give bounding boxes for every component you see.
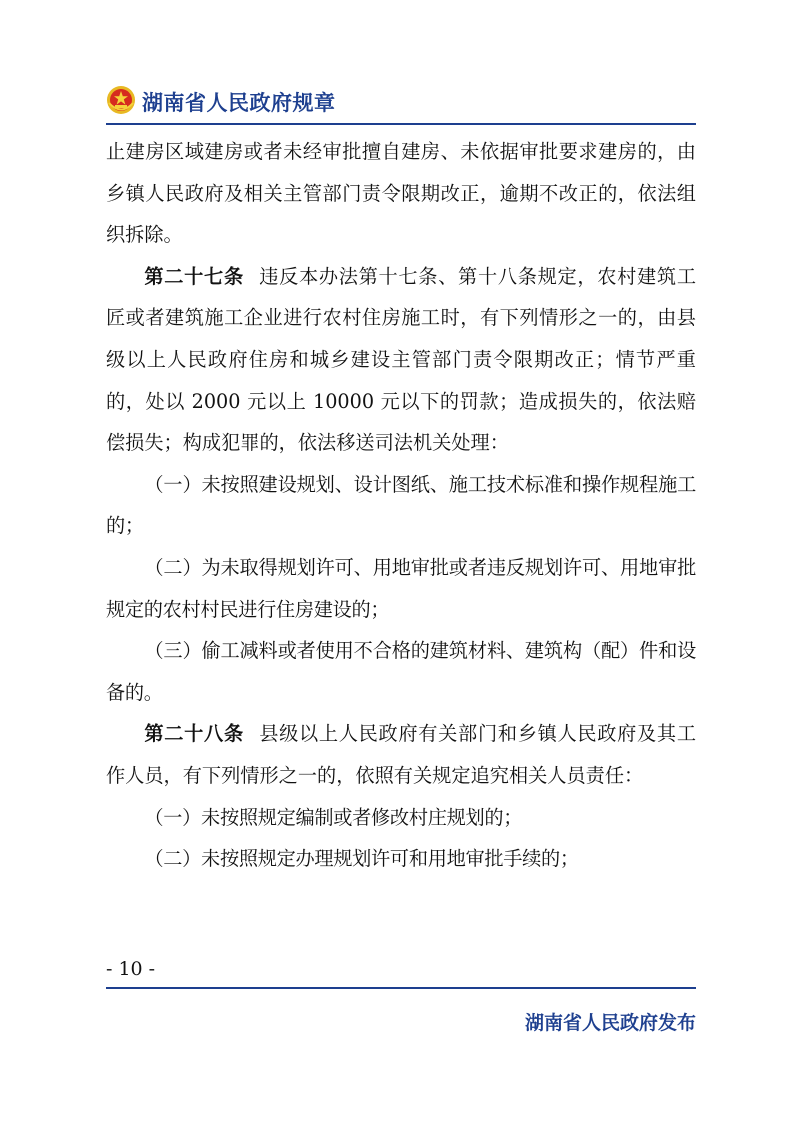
article-27-item-2: （二）为未取得规划许可、用地审批或者违反规划许可、用地审批规定的农村村民进行住房建设的； [106, 555, 696, 621]
article-28-text: 县级以上人民政府有关部门和乡镇人民政府及其工作人员，有下列情形之一的，依照有关规定追究相关人员责任： [106, 722, 697, 787]
paragraph-continued: 止建房区域建房或者未经审批擅自建房、未依据审批要求建房的，由乡镇人民政府及相关主管部门责令限期改正，逾期不改正的，依法组织拆除。 [106, 140, 696, 247]
article-28-item-2: （二）未按照规定办理规划许可和用地审批手续的； [144, 847, 579, 871]
header-title: 湖南省人民政府规章 [142, 91, 336, 115]
article-28-item-1: （一）未按照规定编制或者修改村庄规划的； [144, 805, 523, 829]
page-number: - 10 - [106, 958, 156, 980]
article-27-text: 违反本办法第十七条、第十八条规定，农村建筑工匠或者建筑施工企业进行农村住房施工时，有下列情形之一的，由县级以上人民政府住房和城乡建设主管部门责令限期改正；情节严重的，处以 2000 元以上 10000 元以下的罚款；造成损失的，依法赔偿损失；构成犯罪的，依法移送司法机关处理： [106, 264, 697, 455]
article-28 [106, 713, 696, 796]
footer-publisher: 湖南省人民政府发布 [524, 1012, 696, 1034]
article-27 [106, 256, 696, 464]
document-body [106, 131, 696, 880]
national-emblem-icon [106, 85, 136, 115]
article-27-title: 第二十七条 [144, 264, 244, 288]
footer-divider [106, 987, 696, 989]
article-27-item-1: （一）未按照建设规划、设计图纸、施工技术标准和操作规程施工的； [106, 472, 696, 538]
page-header [106, 84, 696, 124]
article-28-title: 第二十八条 [144, 722, 244, 746]
header-divider [106, 123, 696, 125]
article-27-item-3: （三）偷工减料或者使用不合格的建筑材料、建筑构（配）件和设备的。 [106, 639, 696, 704]
